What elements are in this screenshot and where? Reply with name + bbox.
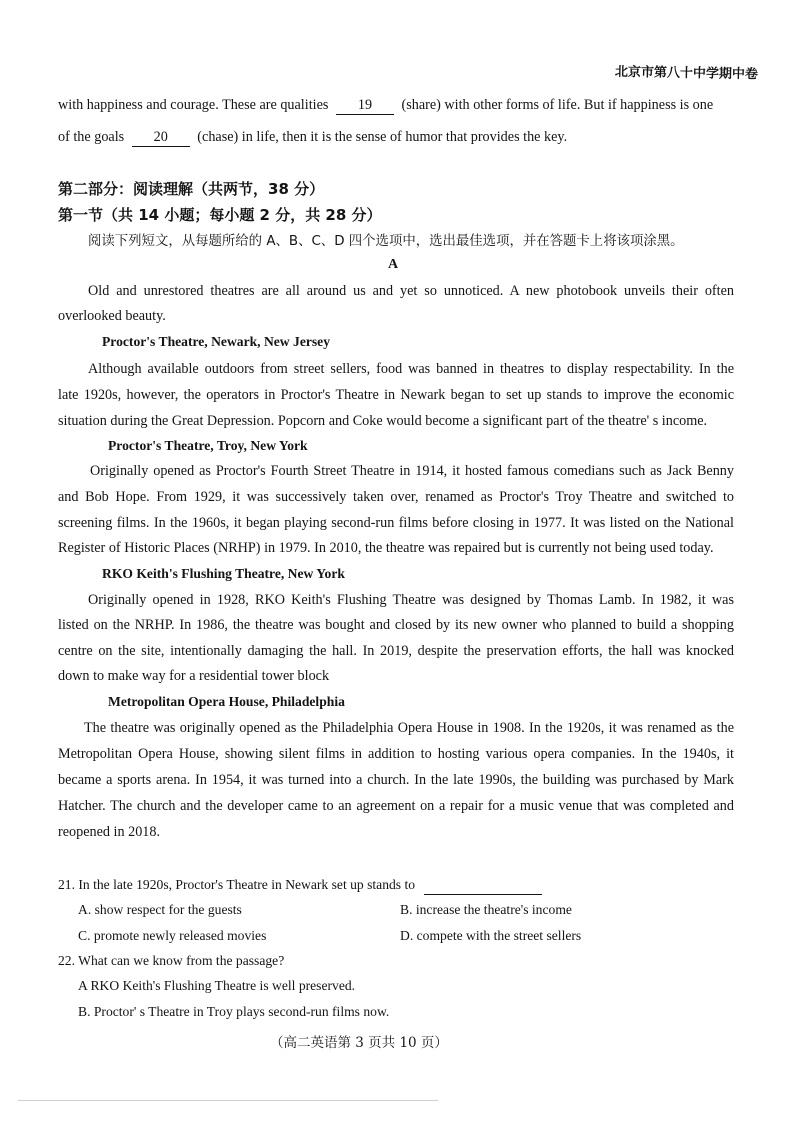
answer-blank [424,876,542,895]
passage-line: listed on the NRHP. In 1986, the theatre was bought and closed by its new owner who planned to build a shopping [58,617,734,633]
cloze-line-1 [58,96,713,115]
part2-title: 第二部分：阅读理解（共两节，38 分） [58,180,325,198]
passage-line: Originally opened as Proctor's Fourth Street Theatre in 1914, it hosted famous comedians such as Jack Benny [90,463,734,479]
blank-20: 20 [132,128,190,147]
intro-line: overlooked beauty. [58,308,166,324]
cloze-text: of the goals [58,129,125,145]
section-title: Proctor's Theatre, Troy, New York [108,438,308,453]
passage-line: Originally opened in 1928, RKO Keith's Flushing Theatre was designed by Thomas Lamb. In 1982, it was [88,592,734,608]
passage-letter: A [388,257,399,272]
cloze-line-2 [58,128,567,147]
reading-instruction: 阅读下列短文，从每题所给的 A、B、C、D 四个选项中，选出最佳选项，并在答题卡上将该项涂黑。 [88,234,684,249]
cloze-text: (share) with other forms of life. But if happiness is one [401,97,714,113]
passage-line: Although available outdoors from street sellers, food was banned in theatres to display respectability. In the [88,361,734,377]
section1-title: 第一节（共 14 小题；每小题 2 分，共 28 分） [58,206,382,224]
option-21-c: C. promote newly released movies [78,928,267,943]
passage-line: late 1920s, however, the operators in Proctor's Theatre in Newark began to set up stands to improve the economic [58,387,734,403]
section-title: Proctor's Theatre, Newark, New Jersey [102,334,331,349]
passage-line: Hatcher. The church and the developer came to an agreement on a repair for a music venue that was completed and [58,798,734,814]
passage-line: situation during the Great Depression. Popcorn and Coke would become a significant part of the theatre' s income. [58,413,708,429]
option-22-a: A RKO Keith's Flushing Theatre is well preserved. [78,978,356,993]
section-title: RKO Keith's Flushing Theatre, New York [102,566,345,581]
option-21-a: A. show respect for the guests [78,902,242,917]
blank-19: 19 [336,96,394,115]
cloze-text: (chase) in life, then it is the sense of humor that provides the key. [197,129,568,145]
cloze-text: with happiness and courage. These are qualities [58,97,329,113]
question-22: 22. What can we know from the passage? [58,953,285,968]
passage-line: down to make way for a residential tower block [58,668,330,684]
page-footer: （高二英语第 3 页共 10 页） [270,1035,448,1051]
header-school-mark: 北京市第八十中学期中卷 [614,64,759,83]
passage-line: centre on the site, intentionally damaging the hall. In 2019, despite the preservation efforts, the hall was knocked [58,643,734,659]
passage-line: Metropolitan Opera House, showing silent films in addition to hosting various opera companies. In the 1940s, it [58,746,734,762]
passage-line: reopened in 2018. [58,824,161,840]
intro-line: Old and unrestored theatres are all around us and yet so unnoticed. A new photobook unveils their often [88,283,734,299]
passage-line: and Bob Hope. From 1929, it was successively taken over, renamed as Proctor's Troy Theatre and switched to [58,489,734,505]
question-21 [58,876,542,895]
option-21-d: D. compete with the street sellers [400,928,582,943]
option-21-b: B. increase the theatre's income [400,902,572,917]
passage-line: Register of Historic Places (NRHP) in 1979. In 2010, the theatre was repaired but is currently not being used today. [58,540,714,556]
section-title: Metropolitan Opera House, Philadelphia [108,694,345,709]
option-22-b: B. Proctor' s Theatre in Troy plays second-run films now. [78,1004,390,1019]
question-stem: 21. In the late 1920s, Proctor's Theatre in Newark set up stands to [58,877,416,892]
passage-line: The theatre was originally opened as the Philadelphia Opera House in 1908. In the 1920s, it was renamed as the [84,720,734,736]
passage-line: screening films. In the 1960s, it began playing second-run films before closing in 1977. It was listed on the National [58,515,734,531]
scan-artifact-line [18,1100,438,1101]
passage-line: became a sports arena. In 1954, it was turned into a church. In the late 1990s, the building was purchased by Mark [58,772,734,788]
